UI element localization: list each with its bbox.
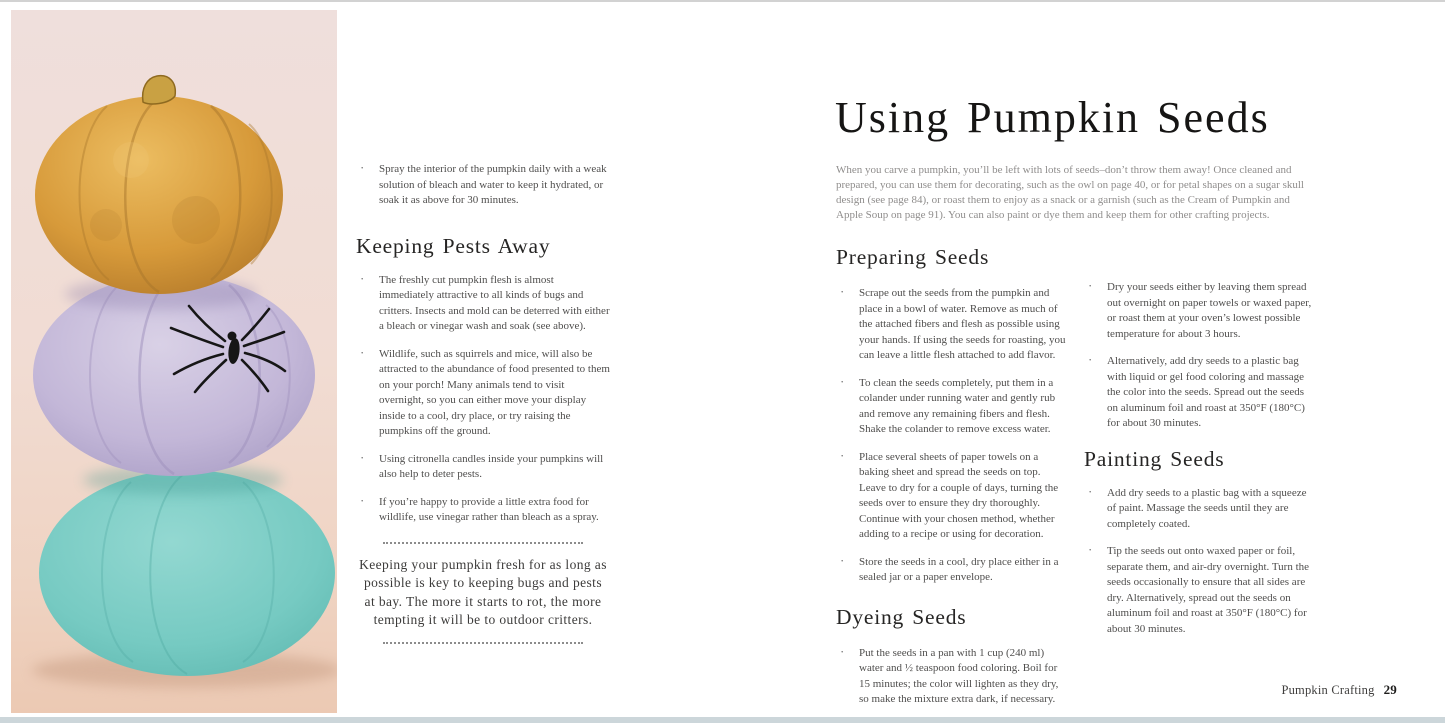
list-item [356, 273, 610, 335]
bullet-text: Dry your seeds either by leaving them spread out overnight on paper towels or waxed paper, or roast them at your oven’s lowest possible temperature for about 3 hours. [1107, 281, 1312, 340]
right-page-right-column [1084, 280, 1316, 649]
bullet-icon [1088, 278, 1092, 294]
scan-edge-bottom [0, 717, 1445, 723]
bullet-icon [840, 553, 844, 569]
dotted-divider-top [383, 542, 583, 544]
list-item [836, 286, 1068, 364]
bullet-text: If you’re happy to provide a little extra food for wildlife, use vinegar rather than bleach as a spray. [379, 495, 599, 523]
list-item [1084, 544, 1316, 637]
bullet-text: Tip the seeds out onto waxed paper or foil, separate them, and air-dry overnight. Turn the seeds occasionally to ensure that all sides are dry. Alternatively, spread out the seeds on aluminum foil and roast at 350°F (180°C) for about 30 minutes. [1107, 545, 1310, 635]
list-item [1084, 354, 1316, 432]
bullet-text: Add dry seeds to a plastic bag with a squeeze of paint. Massage the seeds until they are completely coated. [1107, 486, 1307, 530]
page-footer [1281, 682, 1397, 698]
page-title: Using Pumpkin Seeds [835, 93, 1270, 142]
page-number: 29 [1383, 682, 1397, 697]
section-title-painting-seeds: Painting Seeds [1084, 446, 1225, 471]
section-title-preparing-seeds: Preparing Seeds [836, 245, 990, 269]
bullet-icon [840, 448, 844, 464]
dotted-divider-bottom [383, 642, 583, 644]
list-item [356, 495, 610, 526]
bullet-icon [1088, 542, 1092, 558]
bullet-icon [360, 160, 364, 176]
bullet-icon [1088, 352, 1092, 368]
list-item [1084, 280, 1316, 342]
bullet-text: The freshly cut pumpkin flesh is almost immediately attractive to all kinds of bugs and critters. Insects and mold can be deterred with either a bleach or vinegar wash and soak (see above). [379, 273, 610, 332]
intro-paragraph: When you carve a pumpkin, you’ll be left with lots of seeds–don’t throw them away! Once cleaned and prepared, you can use them for decorating, such as the owl on page 40, or for petal shapes on a sugar skull design (see page 84), or roast them to enjoy as a snack or a garnish (such as the Cream of Pumpkin and Apple Soup on page 91). You can also paint or dye them and keep them for other crafting projects. [836, 164, 1304, 221]
scan-edge-top [0, 0, 1445, 2]
list-item [836, 646, 1068, 708]
pull-quote-block [356, 542, 610, 644]
pull-quote: Keeping your pumpkin fresh for as long as possible is key to keeping bugs and pests at bay. The more it starts to rot, the more tempting it will be to outdoor critters. [359, 556, 607, 627]
list-item [1084, 486, 1316, 533]
list-item [836, 555, 1068, 586]
bullet-text: Using citronella candles inside your pumpkins will also help to deter pests. [379, 452, 604, 480]
bullet-icon [840, 284, 844, 300]
bullet-text: Put the seeds in a pan with 1 cup (240 ml) water and ½ teaspoon food coloring. Boil for 15 minutes; the color will lighten as they dry, so make the mixture extra dark, if necessary. [859, 646, 1059, 705]
bullet-text: Scrape out the seeds from the pumpkin and place in a bowl of water. Remove as much of the attached fibers and flesh as possible using your hands. If using the seeds for roasting, you can leave a little flesh attached to add flavor. [859, 287, 1066, 361]
left-page-column [356, 162, 610, 644]
section-title-dyeing-seeds: Dyeing Seeds [836, 604, 967, 629]
list-item [356, 452, 610, 483]
bullet-text: Place several sheets of paper towels on a baking sheet and spread the seeds on top. Leave to dry for a couple of days, turning the seeds over to ensure they dry thoroughly. Continue with your chosen method, whether adding to a recipe or using for decoration. [859, 450, 1059, 540]
list-item [356, 347, 610, 440]
bullet-icon [840, 644, 844, 660]
bullet-text: Store the seeds in a cool, dry place either in a sealed jar or a paper envelope. [859, 555, 1059, 583]
bullet-icon [360, 450, 364, 466]
right-page-left-column [836, 244, 1068, 720]
list-item [836, 376, 1068, 438]
bullet-icon [840, 374, 844, 390]
bullet-icon [360, 271, 364, 287]
bullet-text: Wildlife, such as squirrels and mice, will also be attracted to the abundance of food presented to them on your porch! Many animals tend to visit overnight, so you can either move your display inside to a cool, dry place, or try raising the pumpkins off the ground. [379, 347, 610, 437]
bullet-icon [1088, 484, 1092, 500]
footer-label: Pumpkin Crafting [1281, 683, 1375, 697]
bullet-text: Spray the interior of the pumpkin daily with a weak solution of bleach and water to keep it hydrated, or soak it as above for 30 minutes. [379, 163, 607, 206]
list-item [836, 450, 1068, 543]
section-title-keeping-pests-away: Keeping Pests Away [356, 233, 551, 258]
bullet-icon [360, 345, 364, 361]
bullet-icon [360, 493, 364, 509]
pumpkin-photo-art [11, 10, 337, 713]
bullet-text: To clean the seeds completely, put them in a colander under running water and gently rub and remove any remaining fibers and flesh. Shake the colander to remove excess water. [859, 376, 1056, 435]
pumpkin-photo [11, 10, 337, 713]
bullet-text: Alternatively, add dry seeds to a plastic bag with liquid or gel food coloring and massage the color into the seeds. Spread out the seeds on aluminum foil and roast at 350°F (180°C) for about 30 minutes. [1107, 355, 1305, 429]
list-item [356, 162, 610, 209]
